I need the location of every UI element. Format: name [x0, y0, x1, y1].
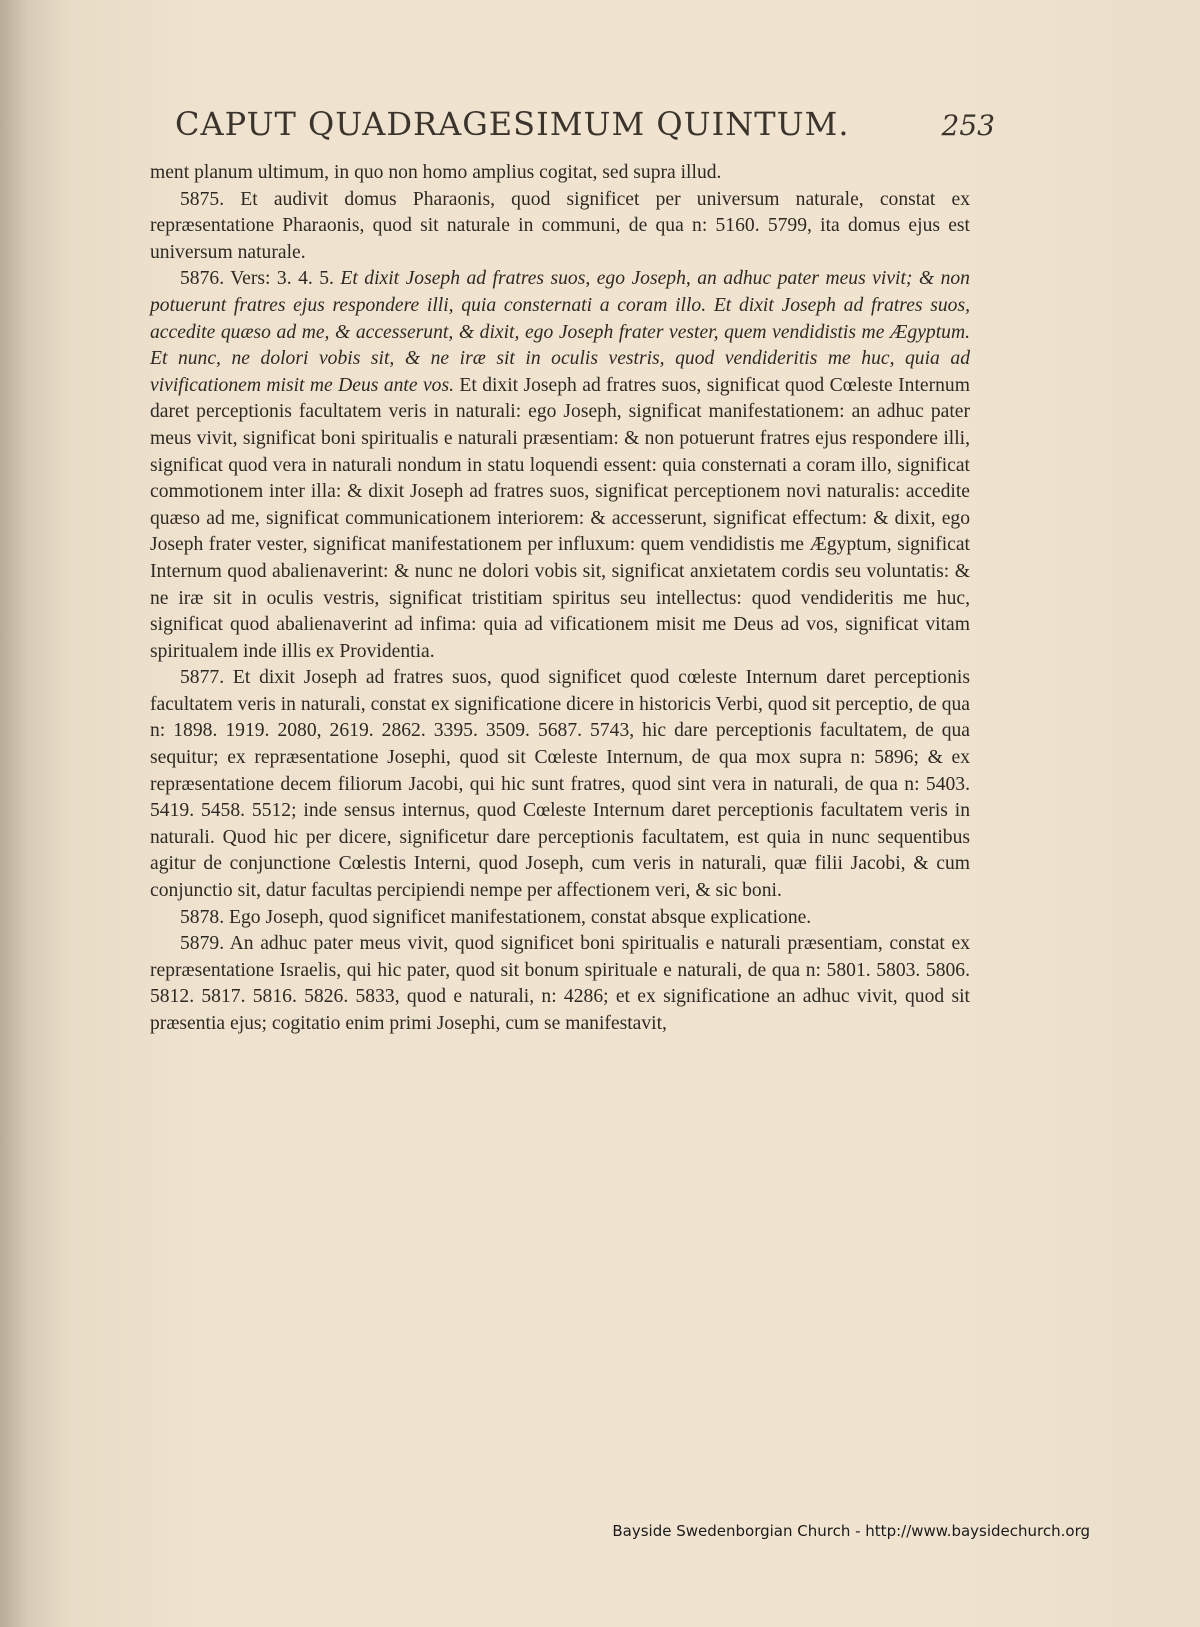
paragraph-5876	[150, 266, 970, 665]
verse-reference: Vers: 3. 4. 5.	[230, 268, 334, 290]
paragraph-5877: 5877. Et dixit Joseph ad fratres suos, quod significet quod cœleste Internum daret perceptionis facultatem veris in naturali, constat ex significatione dicere in historicis Verbi, quod sit perceptio, de qua n: 1898. 1919. 2080, 2619. 2862. 3395. 3509. 5687. 5743, hic dare perceptionis facultatem, de qua sequitur; ex repræsentatione Josephi, quod sit Cœleste Internum, de qua mox supra n: 5896; & ex repræsentatione decem filiorum Jacobi, qui hic sunt fratres, quod sint vera in naturali, de qua n: 5403. 5419. 5458. 5512; inde sensus internus, quod Cœleste Internum daret perceptionis facultatem veris in naturali. Quod hic per dicere, significetur dare perceptionis facultatem, est quia in nunc sequentibus agitur de conjunctione Cœlestis Interni, quod Joseph, cum veris in naturali, quæ filii Jacobi, & cum conjunctio sit, datur facultas percipiendi nempe per affectionem veri, & sic boni.	[150, 667, 970, 902]
paragraph-5875: 5875. Et audivit domus Pharaonis, quod significet per universum naturale, constat ex repræsentatione Pharaonis, quod sit naturale in communi, de qua n: 5160. 5799, ita domus ejus est universum naturale.	[150, 188, 970, 263]
paragraph-5879: 5879. An adhuc pater meus vivit, quod significet boni spiritualis e naturali præsentiam, constat ex repræsentatione Israelis, qui hic pater, quod sit bonum spirituale e naturali, de qua n: 5801. 5803. 5806. 5812. 5817. 5816. 5826. 5833, quod e naturali, n: 4286; et ex significatione an adhuc vivit, quod sit præsentia ejus; cogitatio enim primi Josephi, cum se manifestavit,	[150, 933, 970, 1034]
scripture-quote: Et dixit Joseph ad fratres suos, ego Joseph, an adhuc pater meus vivit; & non potuerunt fratres ejus respondere illi, quia consternati a coram illo. Et dixit Joseph ad fratres suos, accedite quæso ad me, & accesserunt, & dixit, ego Joseph frater vester, quem vendidistis me Ægyptum. Et nunc, ne dolori vobis sit, & ne iræ sit in oculis vestris, quod vendideritis me huc, quia ad vivificationem misit me Deus ante vos.	[150, 268, 970, 396]
running-head	[175, 105, 995, 143]
page-number: 253	[941, 109, 995, 142]
paragraph-5878: 5878. Ego Joseph, quod significet manifestationem, constat absque explicatione.	[180, 906, 812, 928]
paragraph-continuation: ment planum ultimum, in quo non homo amplius cogitat, sed supra illud.	[150, 162, 722, 183]
paragraph-number: 5876.	[180, 268, 225, 290]
body-text	[150, 160, 970, 1038]
running-title: CAPUT QUADRAGESIMUM QUINTUM.	[175, 105, 850, 143]
paragraph-body: Et dixit Joseph ad fratres suos, significat quod Cœleste Internum daret perceptionis facultatem veris in naturali: ego Joseph, significat manifestationem: an adhuc pater meus vivit, significat boni spiritualis e naturali præsentiam: & non potuerunt fratres ejus respondere illi, significat quod vera in naturali nondum in statu loquendi essent: quia consternati a coram illo, significat commotionem inter illa: & dixit Joseph ad fratres suos, significat perceptionem novi naturalis: accedite quæso ad me, significat communicationem interiorem: & accesserunt, significat effectum: & dixit, ego Joseph frater vester, significat manifestationem per influxum: quem vendidistis me Ægyptum, significat Internum quod abalienaverint: & nunc ne dolori vobis sit, significat anxietatem cordis seu voluntatis: & ne iræ sit in oculis vestris, significat tristitiam spiritus seu intellectus: quod vendideritis me huc, significat quod abalienaverint ad infima: quia ad vificationem misit me Deus ad vos, significat vitam spiritualem inde illis ex Providentia.	[150, 374, 970, 662]
footer-credit: Bayside Swedenborgian Church - http://www.baysidechurch.org	[612, 1522, 1090, 1540]
